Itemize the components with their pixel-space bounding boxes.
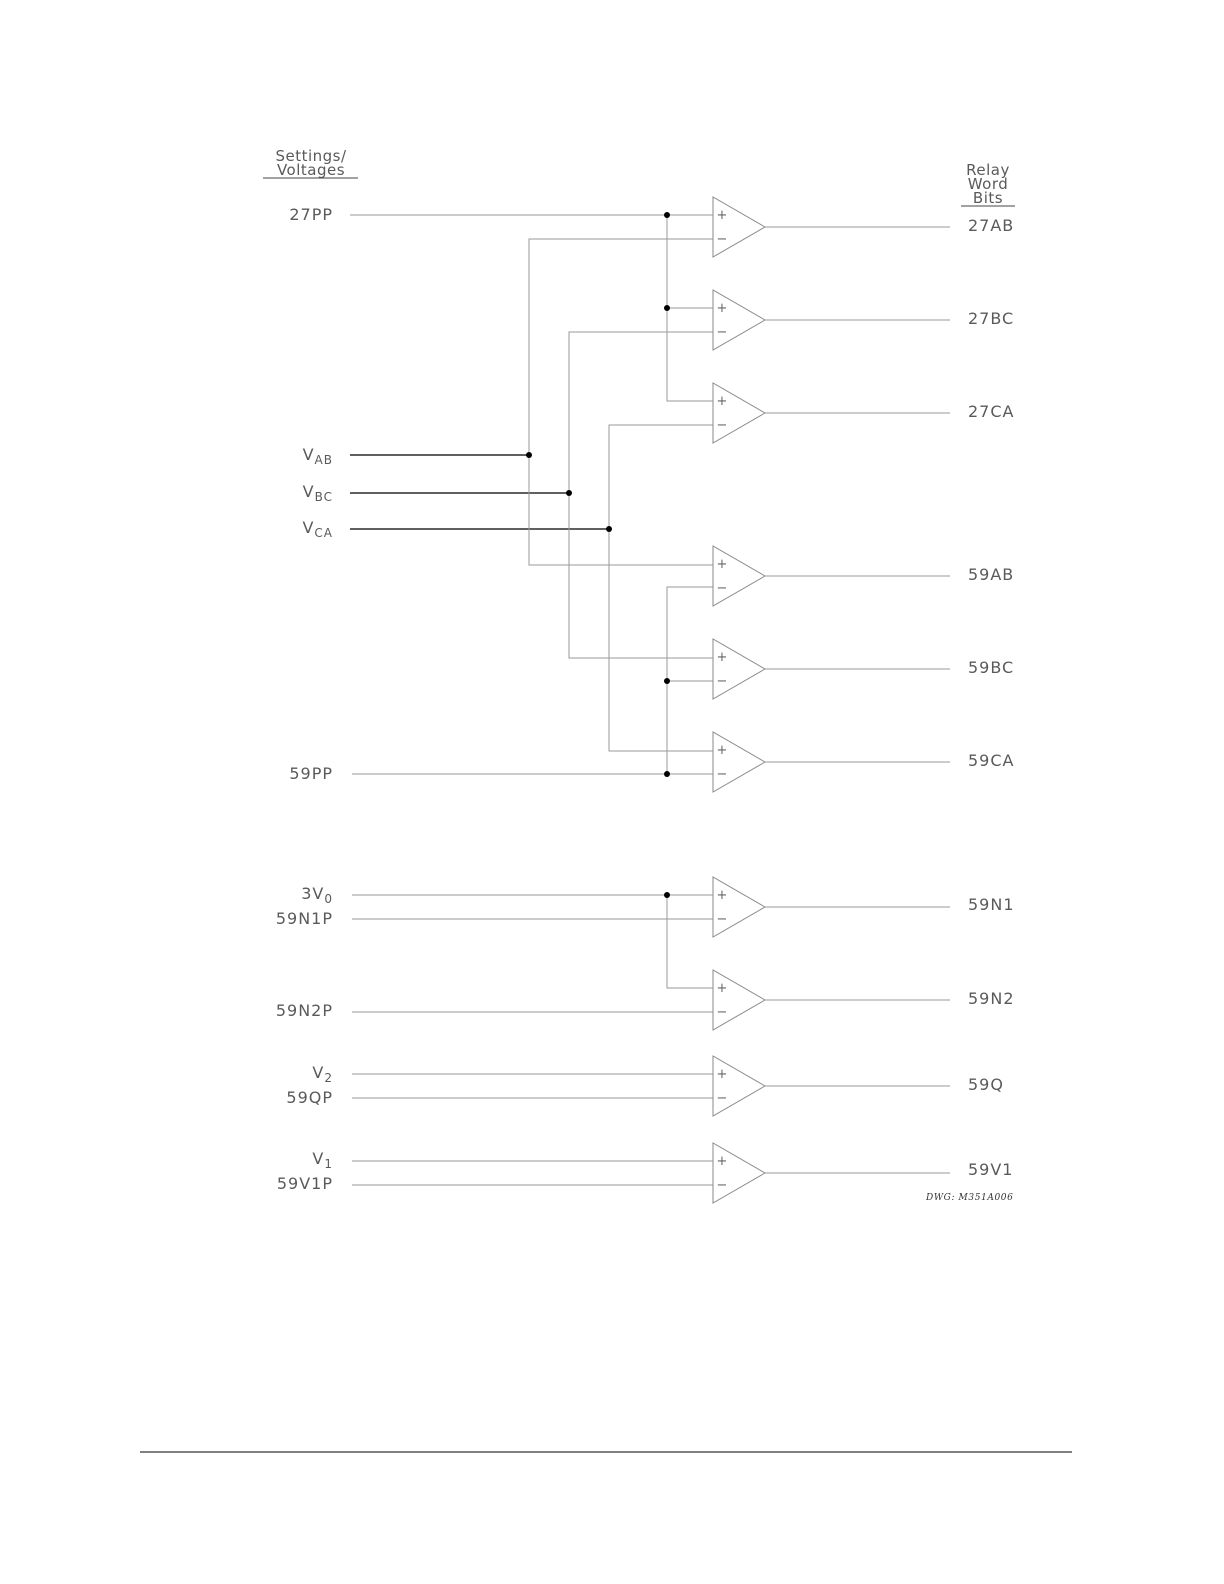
comparator-59n2 [713,970,950,1030]
comparator-triangle [713,197,765,257]
comparator-triangle [713,639,765,699]
outputs-header-line1: Relay [966,161,1010,179]
comparator-triangle [713,877,765,937]
input-label-v1: $V_1$ [312,1149,333,1171]
comparator-triangle [713,1056,765,1116]
plus-sign: + [716,557,728,572]
input-label-3v0: $3V_0$ [301,884,333,906]
inputs-header [263,147,358,179]
input-label-59n1p: 59N1P [275,909,333,928]
plus-sign: + [716,1067,728,1082]
comparator-triangle [713,546,765,606]
comparator-27ca [713,383,950,443]
comparator-59ca [713,732,950,792]
comparator-27ab [713,197,950,257]
inputs-header-line1: Settings/ [275,147,347,165]
plus-sign: + [716,743,728,758]
plus-sign: + [716,888,728,903]
plus-sign: + [716,981,728,996]
comparator-triangle [713,732,765,792]
comparator-triangle [713,970,765,1030]
input-label-vca: $V_{CA}$ [302,518,333,540]
outputs-header [961,161,1015,207]
junctions [526,212,670,898]
minus-sign: − [716,674,728,689]
plus-sign: + [716,301,728,316]
outputs-header-line2: Word [967,175,1009,193]
input-label-59n2p: 59N2P [275,1001,333,1020]
input-label-vbc: $V_{BC}$ [302,482,333,504]
minus-sign: − [716,1091,728,1106]
minus-sign: − [716,767,728,782]
minus-sign: − [716,581,728,596]
comparator-59ab [713,546,950,606]
output-label-59v1: 59V1 [968,1160,1014,1179]
output-label-59bc: 59BC [968,658,1015,677]
input-label-27pp: 27PP [289,205,333,224]
input-label-59v1p: 59V1P [276,1174,333,1193]
output-label-59q: 59Q [968,1075,1004,1094]
output-label-27ab: 27AB [968,216,1015,235]
comparator-59n1 [713,877,950,937]
comparator-triangle [713,383,765,443]
minus-sign: − [716,1178,728,1193]
plus-sign: + [716,1154,728,1169]
input-label-59pp: 59PP [289,764,333,783]
minus-sign: − [716,232,728,247]
comparator-triangle [713,1143,765,1203]
input-label-vab: $V_{AB}$ [302,445,333,467]
comparators [713,197,950,1203]
output-label-27bc: 27BC [968,309,1015,328]
minus-sign: − [716,1005,728,1020]
output-label-59ab: 59AB [968,565,1015,584]
plus-sign: + [716,394,728,409]
plus-sign: + [716,650,728,665]
comparator-triangle [713,290,765,350]
input-label-v2: $V_2$ [312,1063,333,1085]
minus-sign: − [716,325,728,340]
output-labels [968,216,1015,1179]
output-label-59ca: 59CA [968,751,1015,770]
input-label-59qp: 59QP [286,1088,333,1107]
output-label-59n1: 59N1 [968,895,1015,914]
outputs-header-line3: Bits [972,189,1004,207]
inputs-header-line2: Voltages [276,161,346,179]
plus-sign: + [716,208,728,223]
output-label-59n2: 59N2 [968,989,1015,1008]
comparator-59v1 [713,1143,950,1203]
output-label-27ca: 27CA [968,402,1015,421]
comparator-27bc [713,290,950,350]
comparator-59q [713,1056,950,1116]
minus-sign: − [716,418,728,433]
bus-wires [529,215,713,988]
drawing-number: DWG: M351A006 [926,1193,1014,1203]
comparator-59bc [713,639,950,699]
minus-sign: − [716,912,728,927]
input-wires [350,215,713,1185]
